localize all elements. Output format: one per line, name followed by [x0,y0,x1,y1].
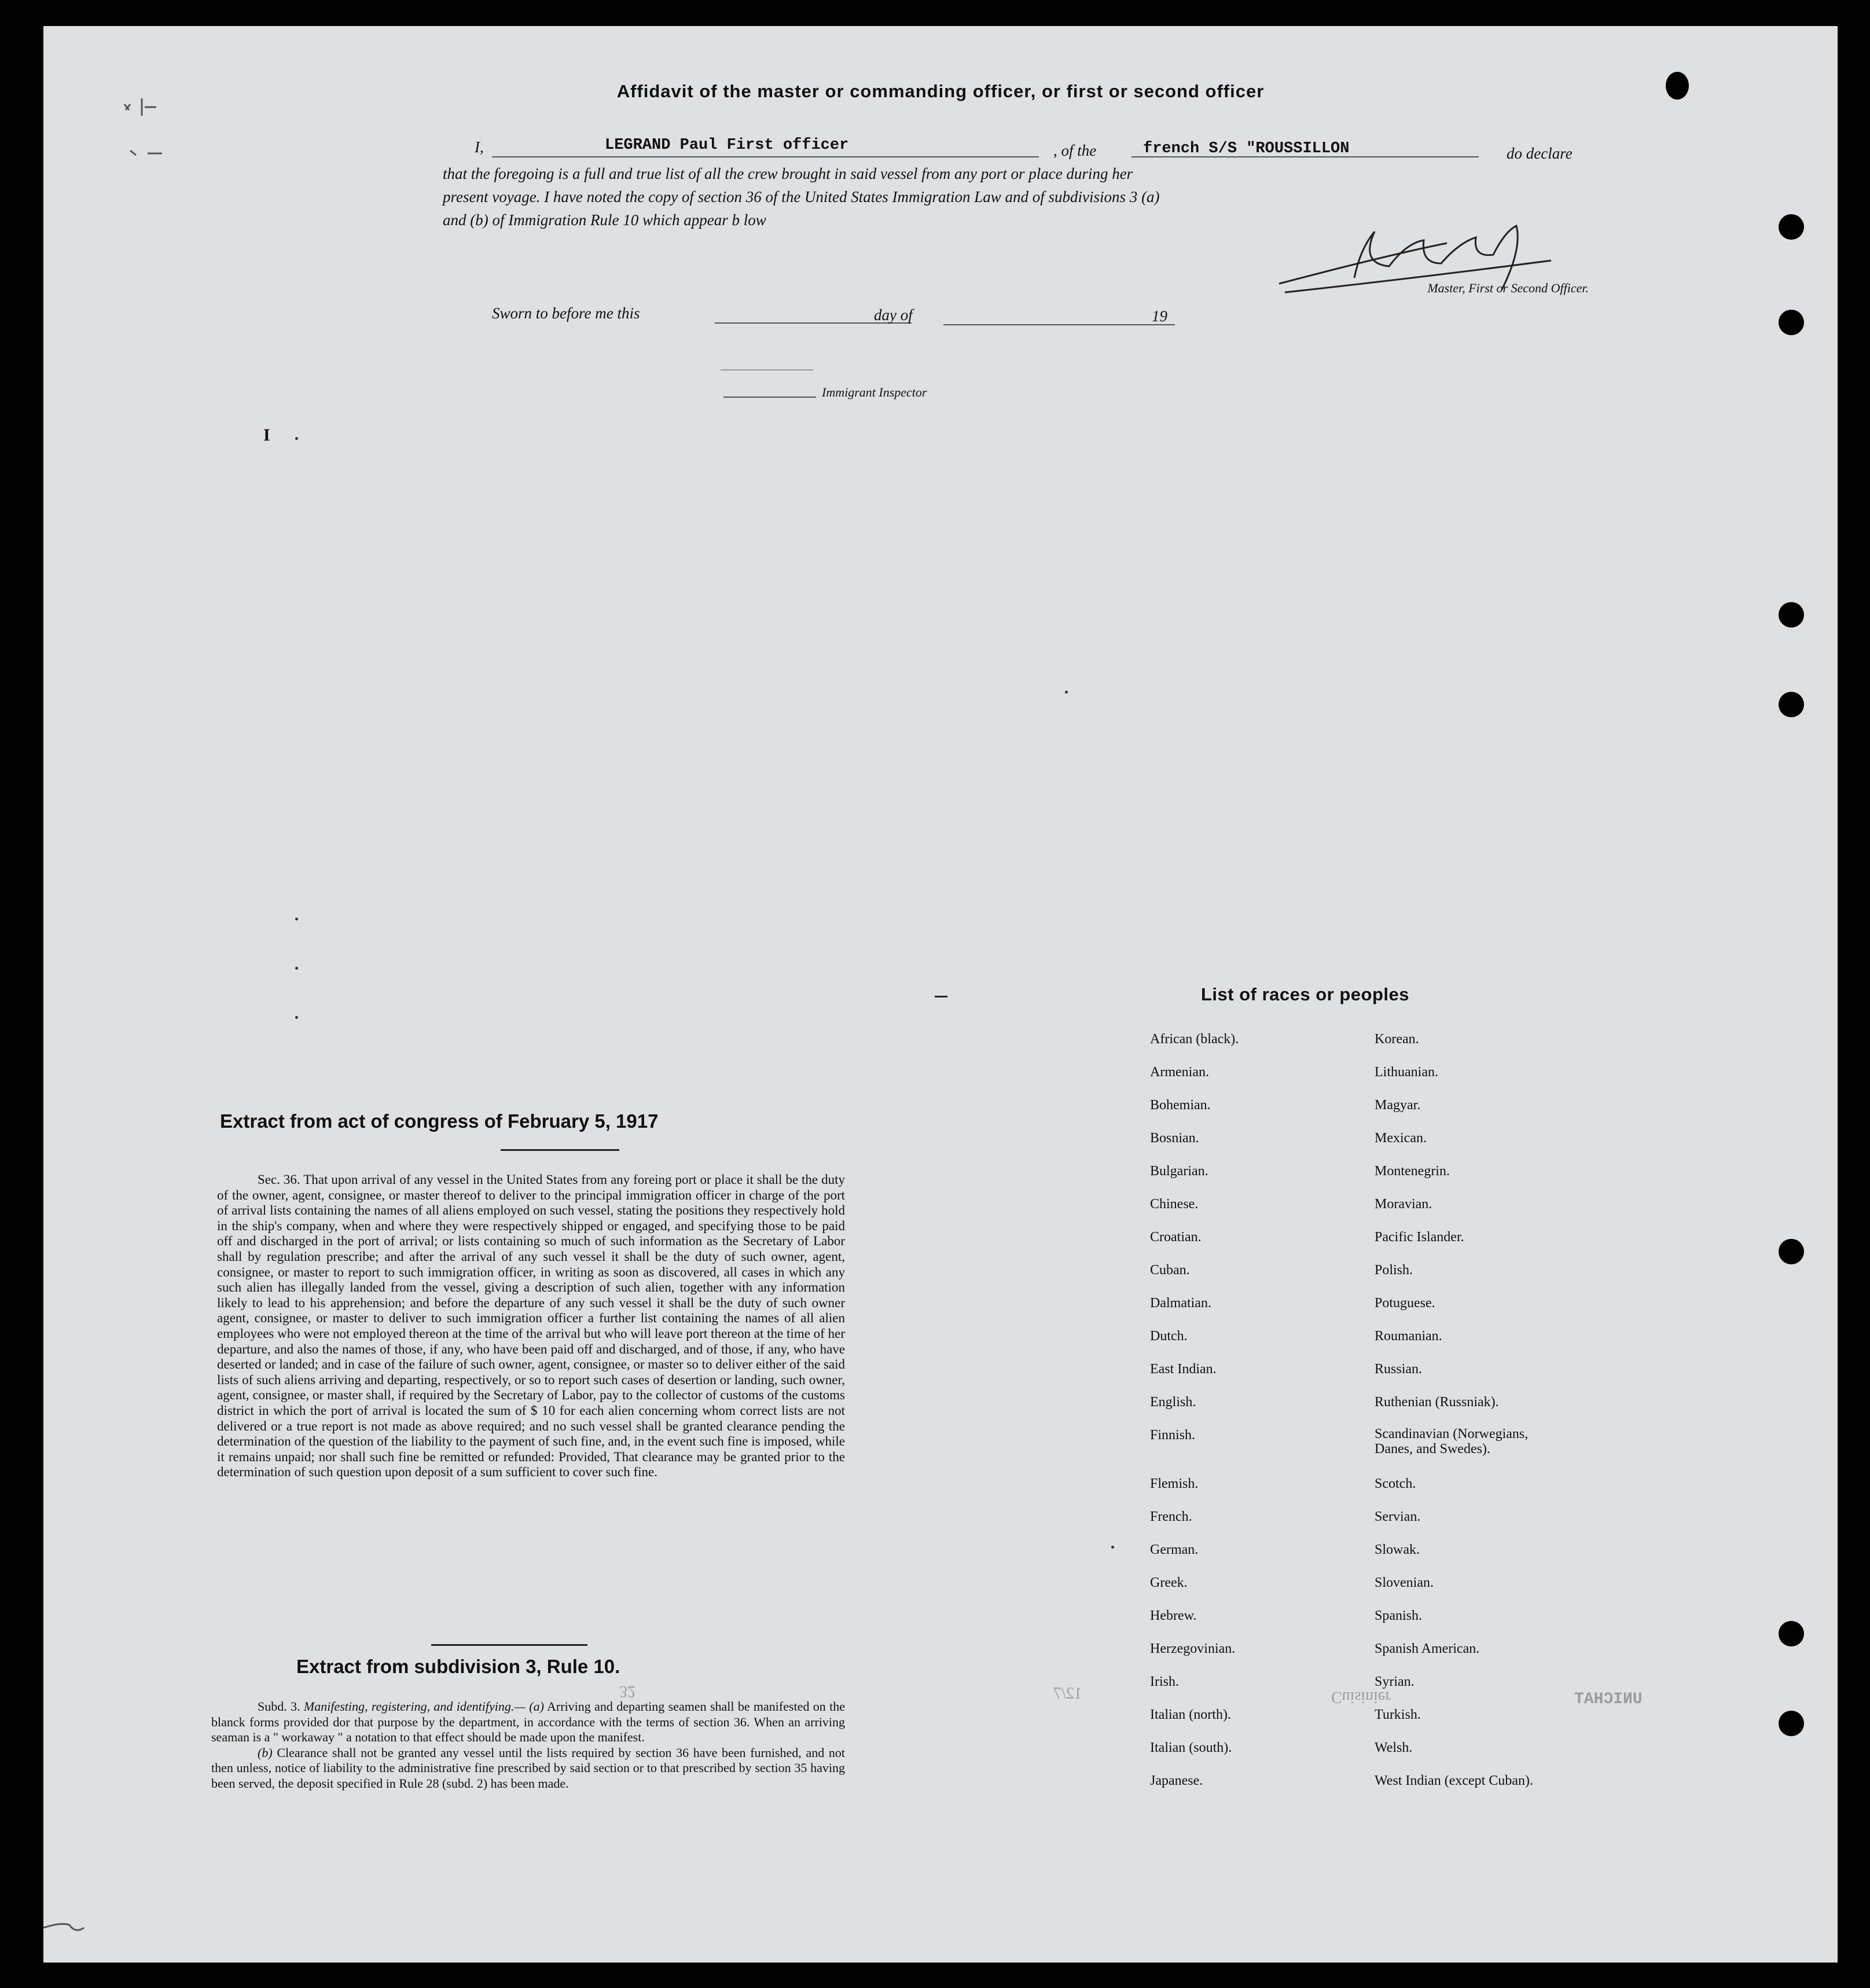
rule-para-b-label: (b) [258,1745,273,1760]
race-item: Dutch. [1150,1329,1188,1344]
race-item: Slowak. [1375,1542,1420,1557]
race-item: Armenian. [1150,1065,1209,1080]
affidavit-line-4: and (b) of Immigration Rule 10 which appear b low [443,211,766,229]
race-item: Turkish. [1375,1707,1421,1722]
race-item: Slovenian. [1375,1575,1434,1590]
race-item: Dalmatian. [1150,1296,1211,1311]
signature-caption: Master, First or Second Officer. [1427,281,1589,295]
officer-fill-line [492,156,1039,157]
pencil-mark [43,1910,95,1945]
race-item: Roumanian. [1375,1329,1442,1344]
race-item: Hebrew. [1150,1608,1197,1623]
race-item: West Indian (except Cuban). [1375,1773,1533,1788]
act-section-body: That upon arrival of any vessel in the United States from any foreing port or place it shall be the duty of the owner, agent, consignee, or master thereof to deliver to the principal immigration officer in charge of the port of arrival lists containing the names of all aliens employed on such vessel, stating the positions they respectively hold in the ship's company, when and where they were respectively shipped or engaged, and specifying those to be paid off and discharged in the port of arrival; or lists containing so much of such information as the Secretary of Labor shall by regulation prescribe; and after the arrival of any such vessel it shall be the duty of such owner, agent, consignee, or master to report to such immigration officer, in writing as soon as discovered, all cases in which any such alien has illegally landed from the vessel, giving a description of such alien, together with any information likely to lead to his apprehension; and before the departure of any such vessel it shall be the duty of such owner agent, consignee, or master to deliver to such immigration officer a further list containing the names of all alien employees who were not employed thereon at the time of the arrival but who will leave port thereon at the time of her departure, and also the names of those, if any, who have been paid off and discharged, and of those, if any, who have deserted or landed; and in case of the failure of such owner, agent, consignee, or master so to deliver either of the said lists of such aliens arriving and departing, respectively, or so to report such cases of desertion or landing, such owner, agent, consignee, or master shall, if required by the Secretary of Labor, pay to the collector of customs of the customs district in which the port of arrival is located the sum of $ 10 for each alien concerning whom correct lists are not delivered or a true report is not made as above required; and no such vessel shall be granted clearance pending the determination of the question of the liability to the payment of such fine, and, in the event such fine is imposed, while it remains unpaid; nor shall such fine be remitted or refunded: Provided, That clearance may be granted prior to the determination of such question upon deposit of a sum sufficient to cover such fine. [217,1172,845,1480]
act-extract-title: Extract from act of congress of February 5, 1917 [220,1110,659,1132]
race-item: Montenegrin. [1375,1164,1450,1179]
inspector-caption: Immigrant Inspector [822,385,927,399]
race-item: Mexican. [1375,1131,1427,1146]
bleed-mark-b: 12/7 [1053,1685,1082,1703]
officer-filled-text: LEGRAND Paul First officer [605,137,849,154]
race-item: Cuban. [1150,1263,1190,1278]
race-item: African (black). [1150,1032,1239,1047]
race-item: East Indian. [1150,1362,1217,1377]
affidavit-line-2: that the foregoing is a full and true list of all the crew brought in said vessel from any port or place during her [443,165,1133,182]
race-item: Finnish. [1150,1428,1196,1443]
races-left-column [1150,1030,1239,1805]
race-item: Greek. [1150,1575,1188,1590]
vessel-filled-text: french S/S "ROUSSILLON [1143,140,1350,157]
race-item: Potuguese. [1375,1296,1435,1311]
signature-text [1334,226,1384,243]
race-item: Lithuanian. [1375,1065,1438,1080]
race-item: Spanish American. [1375,1641,1480,1656]
race-item: Flemish. [1150,1476,1199,1491]
rule-para-a: Arriving and departing seamen shall be manifested on the blanck forms provided dor that purpose by the department, in accordance with the terms of section 36. When an arriving seaman is a " workaway " a notation to that effect should be made upon the manifest. [211,1699,845,1745]
race-item: Servian. [1375,1509,1421,1524]
rule-subd-heading: Manifesting, registering, and identifying.— (a) [303,1699,544,1714]
race-item: Moravian. [1375,1197,1432,1212]
race-item: Japanese. [1150,1773,1203,1788]
binder-hole [1779,1621,1804,1646]
race-item: Pacific Islander. [1375,1230,1464,1245]
stray-mark: I [263,426,270,445]
race-item: French. [1150,1509,1192,1524]
rule-subd-label: Subd. 3. [258,1699,300,1714]
document-page [43,26,1838,1963]
inspector-line [723,397,816,398]
races-title: List of races or peoples [1201,984,1409,1004]
race-item: German. [1150,1542,1199,1557]
race-item: Chinese. [1150,1197,1199,1212]
bleed-dot [295,1016,298,1019]
bleed-dot [295,967,298,970]
race-item: Korean. [1375,1032,1419,1047]
binder-hole [1779,214,1804,240]
binder-hole [1666,72,1689,100]
bleed-dot [1065,691,1068,694]
race-item: Bohemian. [1150,1098,1211,1113]
race-item: Russian. [1375,1362,1423,1377]
sworn-label: Sworn to before me this [492,305,640,322]
race-item: Scotch. [1375,1476,1416,1491]
rule-subd-3 [211,1699,845,1792]
race-item: Syrian. [1375,1674,1415,1689]
act-title-rule [501,1149,619,1151]
race-item: Herzegovinian. [1150,1641,1236,1656]
affidavit-title: Affidavit of the master or commanding officer, or first or second officer [616,81,1265,101]
race-item: Bulgarian. [1150,1164,1208,1179]
races-right-column [1375,1030,1566,1805]
affidavit-do-declare: do declare [1507,145,1573,162]
affidavit-i-label: I, [475,138,484,156]
affidavit-of-the: , of the [1053,142,1097,159]
sworn-year-prefix: 19 [1152,307,1167,325]
bleed-dot [1111,1546,1114,1549]
binder-hole [1779,310,1804,335]
act-section-36 [217,1172,845,1480]
race-item: Spanish. [1375,1608,1423,1623]
binder-hole [1779,1239,1804,1264]
sworn-month-line [943,324,1175,325]
race-item: Italian (south). [1150,1740,1232,1755]
affidavit-line-3: present voyage. I have noted the copy of section 36 of the United States Immigration Law and of subdivisions 3 (a) [443,188,1160,206]
margin-mark [113,81,194,185]
race-item: Irish. [1150,1674,1179,1689]
bleed-mark-d: UNICHAT [1574,1690,1643,1708]
act-end-rule [431,1644,587,1646]
bleed-mark-c: Cuisinier [1331,1688,1391,1706]
race-item: Magyar. [1375,1098,1421,1113]
rule-extract-title: Extract from subdivision 3, Rule 10. [296,1656,620,1677]
race-item: Ruthenian (Russniak). [1375,1395,1499,1410]
inspector-line-top [721,369,813,371]
act-section-label: Sec. 36. [258,1172,300,1187]
bleed-dash [935,996,947,997]
race-item: English. [1150,1395,1196,1410]
bleed-dot [295,918,298,920]
race-item: Scandinavian (Norwegians, Danes, and Swedes). [1375,1426,1529,1457]
binder-hole [1779,602,1804,628]
bleed-mark-a: 32 [619,1682,635,1700]
race-item: Welsh. [1375,1740,1413,1755]
rule-para-b: Clearance shall not be granted any vessel until the lists required by section 36 have been furnished, and not then unless, notice of liability to the administrative fine prescribed by said section or to that prescribed by section 35 having been served, the deposit specified in Rule 28 (subd. 2) has been made. [211,1745,846,1791]
race-item: Italian (north). [1150,1707,1231,1722]
binder-hole [1779,1711,1804,1736]
sworn-day-of: day of [874,306,913,324]
race-item: Croatian. [1150,1230,1202,1245]
race-item: Bosnian. [1150,1131,1199,1146]
binder-hole [1779,692,1804,717]
bleed-dot [295,437,298,440]
race-item: Polish. [1375,1263,1413,1278]
